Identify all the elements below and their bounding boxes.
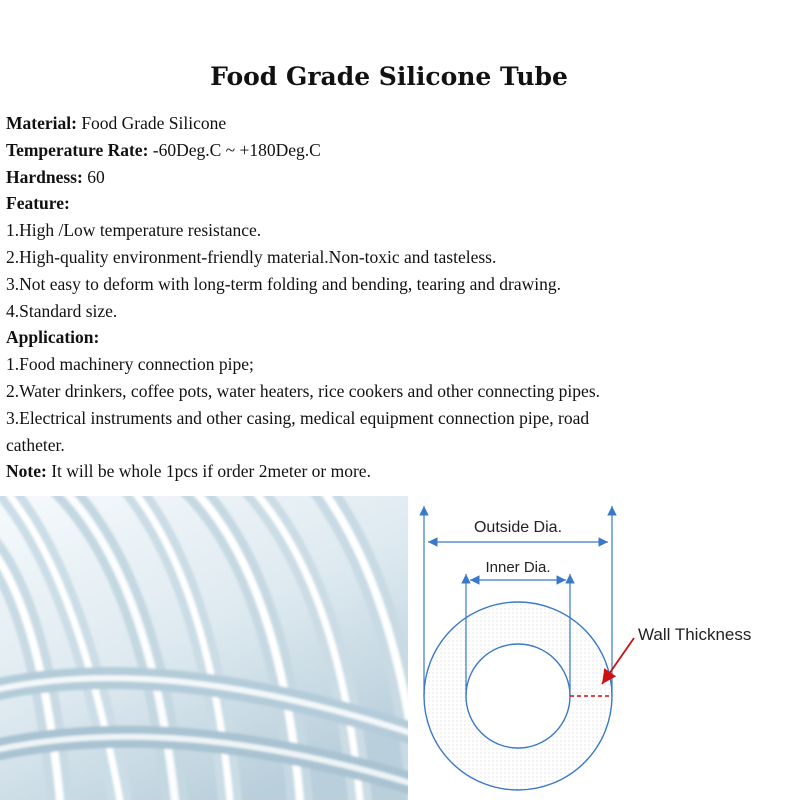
feature-item: 3.Not easy to deform with long-term folding and bending, tearing and drawing. (6, 273, 562, 294)
hardness-row (6, 164, 796, 191)
application-heading: Application: (6, 327, 100, 348)
application-item: catheter. (6, 434, 65, 455)
page-title: Food Grade Silicone Tube (210, 62, 568, 91)
note-label: Note: (6, 461, 47, 482)
application-item: 1.Food machinery connection pipe; (6, 354, 254, 375)
feature-item: 1.High /Low temperature resistance. (6, 220, 262, 241)
feature-item: 2.High-quality environment-friendly material.Non-toxic and tasteless. (6, 246, 497, 267)
material-label: Material: (6, 113, 77, 133)
temperature-label: Temperature Rate: (6, 139, 149, 160)
tube-photo-illustration (0, 496, 408, 800)
hardness-label: Hardness: (6, 166, 83, 187)
wall-thickness-pointer (602, 638, 634, 684)
material-value: Food Grade Silicone (76, 113, 227, 133)
note-row (6, 458, 796, 485)
hardness-value: 60 (82, 166, 105, 187)
inner-circle (466, 644, 570, 748)
note-value: It will be whole 1pcs if order 2meter or more. (46, 461, 371, 482)
application-item: 3.Electrical instruments and other casing, medical equipment connection pipe, road (6, 407, 590, 428)
spec-block (6, 110, 796, 485)
feature-item: 4.Standard size. (6, 300, 118, 321)
application-item: 2.Water drinkers, coffee pots, water heaters, rice cookers and other connecting pipes. (6, 380, 601, 401)
temperature-row (6, 137, 796, 164)
wall-thickness-label: Wall Thickness (638, 625, 752, 644)
outside-dia-label: Outside Dia. (473, 519, 563, 536)
tube-dimension-diagram (408, 496, 800, 800)
material-row (6, 110, 796, 137)
inner-dia-label: Inner Dia. (485, 559, 551, 576)
feature-heading: Feature: (6, 193, 70, 214)
tube-photo (0, 496, 408, 800)
temperature-value: -60Deg.C ~ +180Deg.C (148, 139, 321, 160)
dimension-diagram-svg (408, 496, 800, 800)
